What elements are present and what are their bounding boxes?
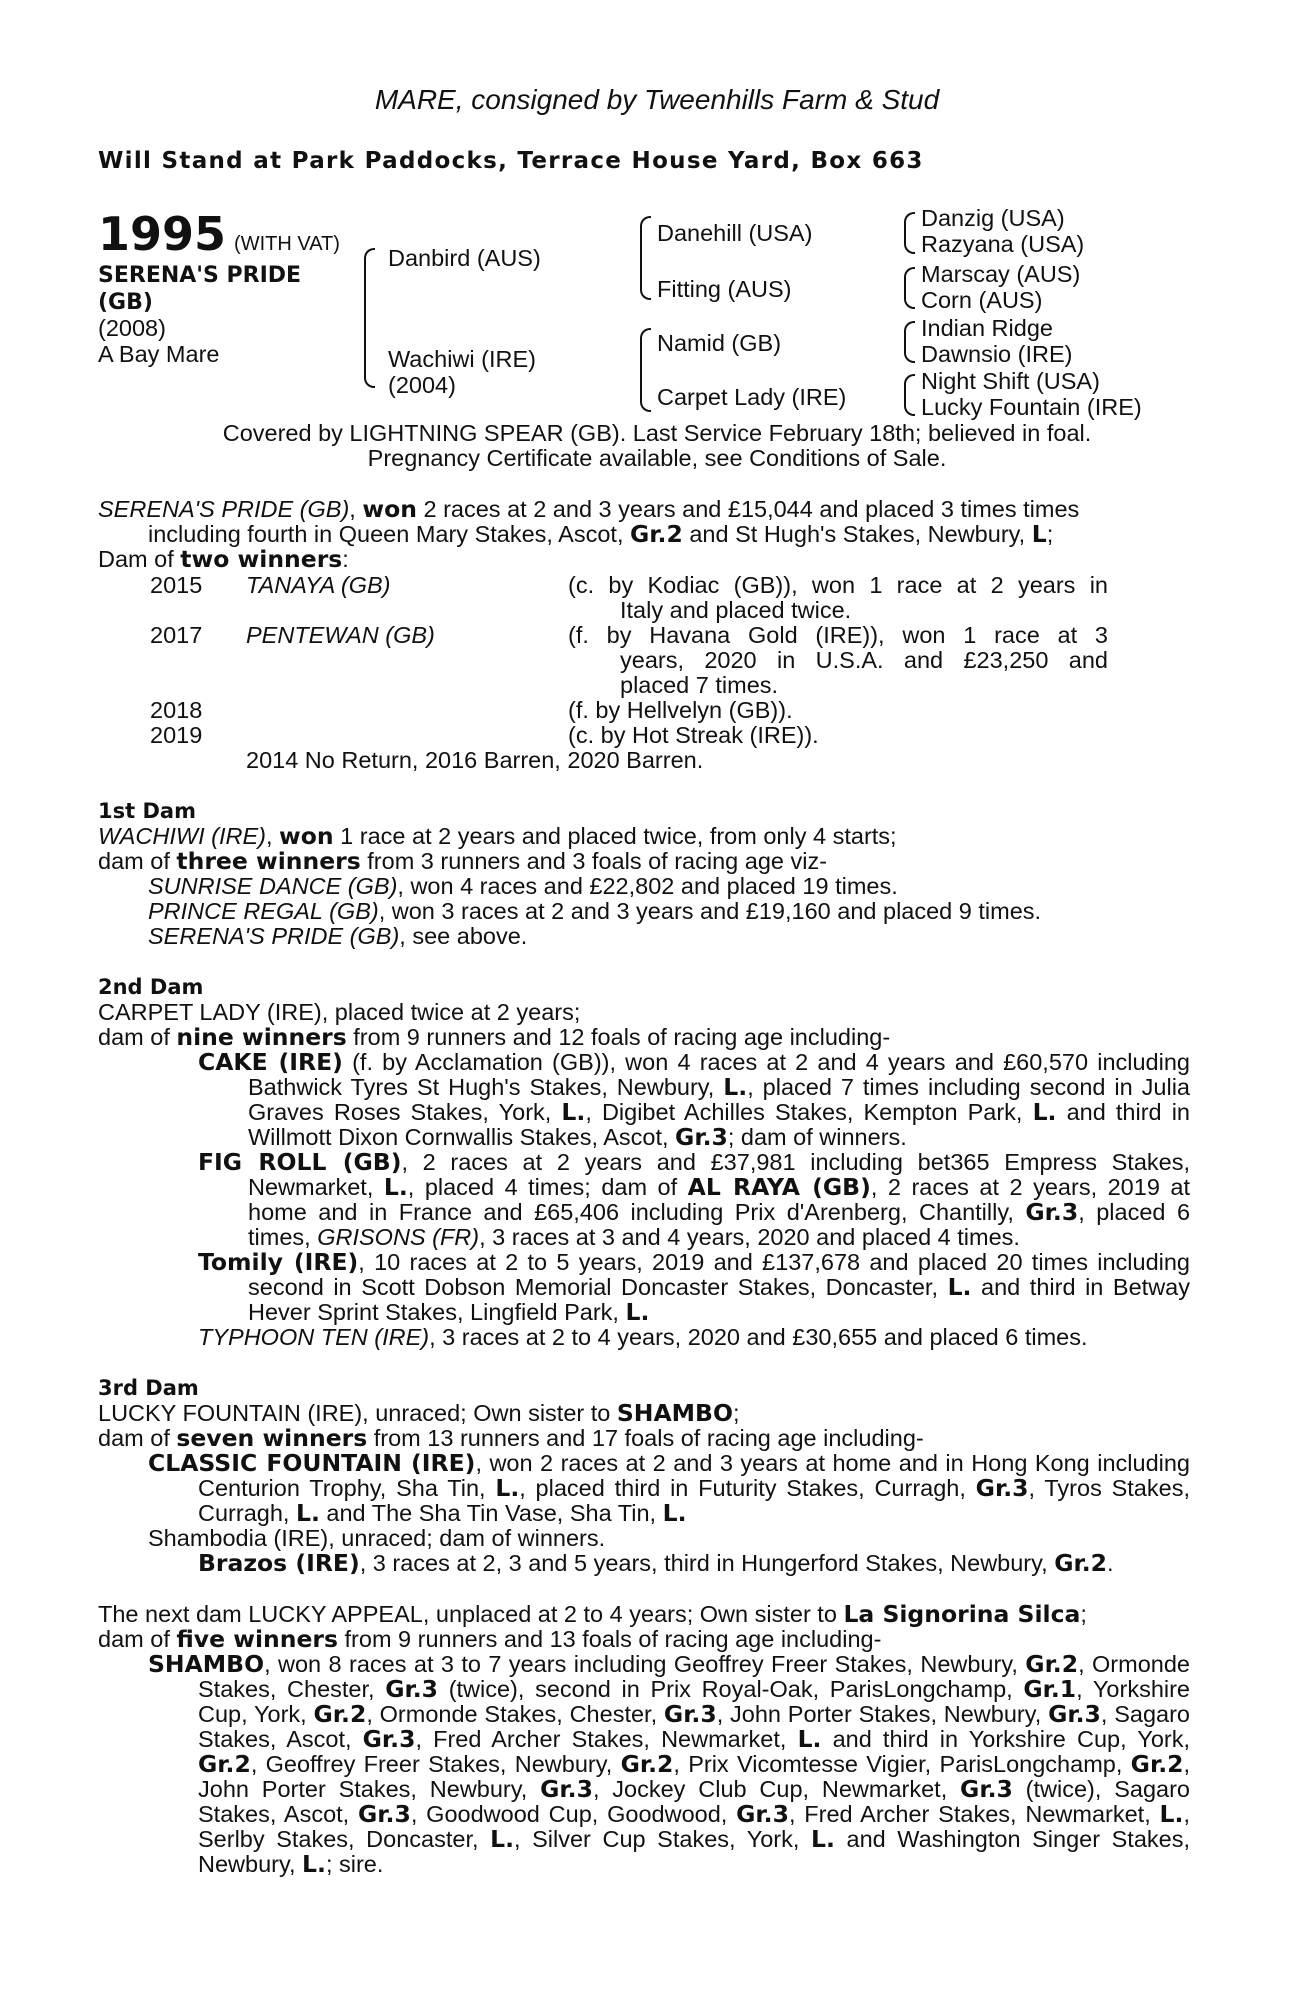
pedigree-dss: Indian Ridge xyxy=(921,315,1053,341)
winners-count: five winners xyxy=(176,1625,338,1653)
text: , Digibet Achilles Stakes, Kempton Park, xyxy=(585,1099,1033,1125)
grade-label: Gr.3 xyxy=(975,1474,1029,1502)
pedigree-brace xyxy=(364,248,375,388)
entry-brazos xyxy=(198,1551,1114,1576)
offspring-line xyxy=(148,874,898,899)
grade-label: Gr.3 xyxy=(1025,1198,1079,1226)
dam-line xyxy=(98,1401,739,1426)
winners-count: nine winners xyxy=(176,1023,347,1051)
text: , 2 races at 2 years and £37,981 including bet365 Empress Stakes, Newmarket, xyxy=(248,1149,1190,1200)
listed-label: L. xyxy=(495,1474,520,1502)
text: The next dam LUCKY APPEAL, unplaced at 2 to 4 years; Own sister to xyxy=(98,1601,844,1627)
grade-label: Gr.1 xyxy=(1023,1675,1077,1703)
text: ; xyxy=(732,1400,740,1426)
horse-name: SERENA'S PRIDE xyxy=(98,263,302,288)
text: , Silver Cup Stakes, York, xyxy=(514,1826,811,1852)
grade-label: Gr.3 xyxy=(540,1775,593,1803)
entry-tomily xyxy=(198,1248,1190,1326)
listed-label: L. xyxy=(947,1273,972,1301)
text: , 3 races at 2, 3 and 5 years, third in Hungerford Stakes, Newbury, xyxy=(359,1550,1055,1576)
dam-line: CARPET LADY (IRE), placed twice at 2 years; xyxy=(98,999,581,1025)
pedigree-brace xyxy=(904,212,915,254)
grade-label: Gr.3 xyxy=(1048,1700,1101,1728)
winners-count: two winners xyxy=(180,545,343,573)
text: , won 8 races at 3 to 7 years including Geoffrey Freer Stakes, Newbury, xyxy=(264,1651,1026,1677)
text: (twice), second in Prix Royal-Oak, ParisLongchamp, xyxy=(438,1676,1024,1702)
listed-label: L. xyxy=(295,1499,320,1527)
listed-label: L. xyxy=(561,1098,586,1126)
text: , Tyros Stakes, Curragh, xyxy=(198,1475,1190,1526)
entry-fig-roll xyxy=(198,1148,1191,1250)
foal-name: TANAYA (GB) xyxy=(246,572,391,598)
listed-label: L. xyxy=(811,1825,835,1853)
offspring-name: PRINCE REGAL (GB) xyxy=(148,898,379,924)
text: , 3 races at 2 to 4 years, 2020 and £30,655 and placed 6 times. xyxy=(429,1324,1088,1350)
listed-label: L. xyxy=(1032,1098,1057,1126)
grade-label: Gr.3 xyxy=(663,1700,717,1728)
entry-cake xyxy=(198,1048,1191,1151)
text: , 3 races at 3 and 4 years, 2020 and placed 4 times. xyxy=(479,1224,1020,1250)
horse-country: (GB) xyxy=(98,290,153,315)
text: , 2 races at 2 years, 2019 at home and in France and £65,406 including Prix d'Arenberg, Chantilly, xyxy=(248,1174,1190,1225)
grade-label: Gr.3 xyxy=(675,1123,728,1151)
text: , Prix Vicomtesse Vigier, ParisLongchamp, xyxy=(673,1751,1131,1777)
text: , Jockey Club Cup, Newmarket, xyxy=(592,1776,961,1802)
horse-description: A Bay Mare xyxy=(98,341,220,367)
pedigree-dds: Night Shift (USA) xyxy=(921,368,1100,394)
pedigree-brace xyxy=(904,267,915,309)
dam-of-line xyxy=(98,1627,881,1652)
foal-year: 2018 xyxy=(150,697,203,723)
text: , won 4 races and £22,802 and placed 19 times. xyxy=(397,873,898,899)
foal-year: 2015 xyxy=(150,572,203,598)
pedigree-dam: Wachiwi (IRE) xyxy=(388,346,536,372)
text: , Serlby Stakes, Doncaster, xyxy=(198,1801,1190,1852)
grade-label: Gr.3 xyxy=(736,1800,789,1828)
listed-label: L. xyxy=(723,1073,748,1101)
pedigree-dam-dam: Carpet Lady (IRE) xyxy=(657,384,847,410)
entry-name: AL RAYA (GB) xyxy=(687,1173,871,1201)
text: ; dam of winners. xyxy=(727,1124,907,1150)
text: , placed 4 times; dam of xyxy=(407,1174,688,1200)
text: , 10 races at 2 to 5 years, 2019 and £137,678 and placed 20 times including second in Scott Dobson Memorial Doncaster Stakes, Doncaster, xyxy=(248,1249,1190,1300)
foal-year: 2019 xyxy=(150,722,203,748)
lot-number: 1995 xyxy=(98,207,227,261)
text: from 3 runners and 3 foals of racing age viz- xyxy=(360,848,828,874)
text: : xyxy=(342,546,349,572)
text: and Washington Singer Stakes, Newbury, xyxy=(198,1826,1191,1877)
won-label: won xyxy=(279,822,334,850)
offspring-line xyxy=(148,924,527,949)
text: Dam of xyxy=(98,546,181,572)
text: , John Porter Stakes, Newbury, xyxy=(198,1751,1191,1802)
foal-detail: Italy and placed twice. xyxy=(620,597,852,623)
text: and third in Yorkshire Cup, York, xyxy=(821,1726,1190,1752)
won-label: won xyxy=(362,495,417,523)
entry-name: CAKE (IRE) xyxy=(198,1048,343,1076)
grade-label: Gr.2 xyxy=(1054,1549,1108,1577)
pedigree-sds: Marscay (AUS) xyxy=(921,261,1081,287)
text: (twice), Sagaro Stakes, Ascot, xyxy=(198,1776,1190,1827)
text: , Sagaro Stakes, Ascot, xyxy=(198,1701,1190,1752)
summary-text: 2 races at 2 and 3 years and £15,044 and placed 3 times times xyxy=(416,496,1080,522)
text: , Geoffrey Freer Stakes, Newbury, xyxy=(250,1751,621,1777)
text: , see above. xyxy=(399,923,528,949)
text: LUCKY FOUNTAIN (IRE), unraced; Own sister to xyxy=(98,1400,617,1426)
entry-classic-fountain xyxy=(148,1449,1191,1527)
produce-summary-line2 xyxy=(148,522,1053,547)
foal-detail: (c. by Hot Streak (IRE)). xyxy=(568,722,819,748)
foal-detail: (f. by Havana Gold (IRE)), won 1 race at 3 xyxy=(568,622,1108,648)
grade-label: Gr.2 xyxy=(1025,1650,1079,1678)
text: , Yorkshire Cup, York, xyxy=(198,1676,1191,1727)
text: and St Hugh's Stakes, Newbury, xyxy=(682,521,1032,547)
dam-line xyxy=(98,1602,1087,1627)
pedigree-dam-sire: Namid (GB) xyxy=(657,330,782,356)
pedigree-sdd: Corn (AUS) xyxy=(921,287,1043,313)
entry-name: La Signorina Silca xyxy=(843,1600,1081,1628)
entry-name: GRISONS (FR) xyxy=(317,1224,480,1250)
text: (f. by Acclamation (GB)), won 4 races at 2 and 4 years and £60,570 including Bathwick Tyres St Hugh's Stakes, Newbury, xyxy=(248,1049,1190,1100)
text: and third in Willmott Dixon Cornwallis Stakes, Ascot, xyxy=(248,1099,1191,1150)
pedigree-sss: Danzig (USA) xyxy=(921,205,1065,231)
text: and third in Betway Hever Sprint Stakes, Lingfield Park, xyxy=(248,1274,1190,1325)
dam-of-line xyxy=(98,849,827,874)
text: 1 race at 2 years and placed twice, from only 4 starts; xyxy=(333,823,897,849)
text: , won 2 races at 2 and 3 years at home and in Hong Kong including Centurion Trophy, Sha Tin, xyxy=(198,1450,1191,1501)
grade-label: Gr.3 xyxy=(358,1800,411,1828)
dam-of-line xyxy=(98,547,349,572)
grade-label: Gr.2 xyxy=(620,1750,674,1778)
offspring-name: SUNRISE DANCE (GB) xyxy=(148,873,398,899)
winners-count: three winners xyxy=(176,847,361,875)
vat-label: (WITH VAT) xyxy=(234,233,340,255)
pedigree-brace xyxy=(640,328,651,412)
pedigree-brace xyxy=(904,321,915,363)
grade-label: Gr.2 xyxy=(1130,1750,1184,1778)
text: , xyxy=(349,496,363,522)
pedigree-sire-dam: Fitting (AUS) xyxy=(657,276,792,302)
pedigree-ddd: Lucky Fountain (IRE) xyxy=(921,394,1142,420)
foal-detail: placed 7 times. xyxy=(620,672,779,698)
grade-label: Gr.3 xyxy=(385,1675,439,1703)
entry-shambodia: Shambodia (IRE), unraced; dam of winners. xyxy=(148,1525,606,1551)
page-title: MARE, consigned by Tweenhills Farm & Stud xyxy=(374,84,940,115)
text: , Ormonde Stakes, Chester, xyxy=(198,1651,1190,1702)
text: . xyxy=(1107,1550,1114,1576)
entry-name: Tomily (IRE) xyxy=(198,1248,359,1276)
listed-label: L. xyxy=(1159,1800,1184,1828)
foal-year: 2017 xyxy=(150,622,203,648)
returns-line: 2014 No Return, 2016 Barren, 2020 Barren. xyxy=(246,747,704,773)
pedigree-sire-sire: Danehill (USA) xyxy=(657,220,813,246)
dam-of-line xyxy=(98,1426,924,1451)
pedigree-brace xyxy=(904,374,915,416)
text: from 13 runners and 17 foals of racing age including- xyxy=(367,1425,924,1451)
text: , Fred Archer Stakes, Newmarket, xyxy=(788,1801,1160,1827)
text: dam of xyxy=(98,1626,177,1652)
dam-name: WACHIWI (IRE) xyxy=(98,823,266,849)
text: , placed 7 times including second in Julia Graves Roses Stakes, York, xyxy=(248,1074,1190,1125)
offspring-name: SERENA'S PRIDE (GB) xyxy=(148,923,400,949)
entry-name: FIG ROLL (GB) xyxy=(198,1148,402,1176)
text: ; xyxy=(1080,1601,1087,1627)
offspring-line xyxy=(148,899,1041,924)
text: ; sire. xyxy=(325,1851,384,1877)
mare-name: SERENA'S PRIDE (GB) xyxy=(98,496,350,522)
listed-label: L. xyxy=(797,1725,822,1753)
grade-label: Gr.2 xyxy=(313,1700,367,1728)
text: from 9 runners and 12 foals of racing age including- xyxy=(346,1024,891,1050)
section-heading: 1st Dam xyxy=(98,799,196,823)
foal-detail: (c. by Kodiac (GB)), won 1 race at 2 years in xyxy=(568,572,1108,598)
text: , Fred Archer Stakes, Newmarket, xyxy=(415,1726,798,1752)
foal-detail: years, 2020 in U.S.A. and £23,250 and xyxy=(620,647,1108,673)
text: dam of xyxy=(98,848,177,874)
text: , Goodwood Cup, Goodwood, xyxy=(410,1801,737,1827)
text: dam of xyxy=(98,1425,177,1451)
entry-name: CLASSIC FOUNTAIN (IRE) xyxy=(148,1449,476,1477)
entry-name: SHAMBO xyxy=(148,1650,265,1678)
dam-line xyxy=(98,824,897,849)
pedigree-ssd: Razyana (USA) xyxy=(921,231,1085,257)
grade-label: Gr.2 xyxy=(630,520,683,548)
text: , Ormonde Stakes, Chester, xyxy=(366,1701,664,1727)
text: , won 3 races at 2 and 3 years and £19,160 and placed 9 times. xyxy=(378,898,1042,924)
listed-label: L. xyxy=(625,1298,650,1326)
text: , placed third in Futurity Stakes, Curragh, xyxy=(519,1475,976,1501)
text: and The Sha Tin Vase, Sha Tin, xyxy=(319,1500,663,1526)
produce-summary xyxy=(98,497,1079,522)
grade-label: Gr.2 xyxy=(198,1750,251,1778)
text: from 9 runners and 13 foals of racing age including- xyxy=(337,1626,882,1652)
listed-label: L. xyxy=(490,1825,514,1853)
pregnancy-line: Pregnancy Certificate available, see Conditions of Sale. xyxy=(367,445,947,471)
listed-label: L. xyxy=(302,1850,326,1878)
section-heading: 3rd Dam xyxy=(98,1376,199,1400)
entry-shambo xyxy=(148,1650,1191,1878)
pedigree-dsd: Dawnsio (IRE) xyxy=(921,341,1073,367)
text: , John Porter Stakes, Newbury, xyxy=(716,1701,1049,1727)
covered-line: Covered by LIGHTNING SPEAR (GB). Last Service February 18th; believed in foal. xyxy=(222,420,1092,446)
text: ; xyxy=(1046,521,1054,547)
pedigree-sire: Danbird (AUS) xyxy=(388,245,541,271)
pedigree-brace xyxy=(640,216,651,300)
entry-name: SHAMBO xyxy=(616,1399,733,1427)
section-heading: 2nd Dam xyxy=(98,975,204,999)
stand-location: Will Stand at Park Paddocks, Terrace House Yard, Box 663 xyxy=(98,148,924,174)
listed-label: L. xyxy=(383,1173,408,1201)
text: including fourth in Queen Mary Stakes, Ascot, xyxy=(148,521,631,547)
listed-label: L. xyxy=(662,1499,687,1527)
entry-name: TYPHOON TEN (IRE) xyxy=(198,1324,430,1350)
dam-of-line xyxy=(98,1025,890,1050)
text: dam of xyxy=(98,1024,177,1050)
grade-label: Gr.3 xyxy=(362,1725,416,1753)
foal-detail: (f. by Hellvelyn (GB)). xyxy=(568,697,793,723)
horse-year: (2008) xyxy=(98,315,166,341)
listed-label: L xyxy=(1031,520,1047,548)
text: , placed 6 times, xyxy=(248,1199,1191,1250)
entry-typhoon xyxy=(198,1325,1088,1350)
pedigree-dam-year: (2004) xyxy=(388,372,456,398)
entry-name: Brazos (IRE) xyxy=(198,1549,360,1577)
foal-name: PENTEWAN (GB) xyxy=(246,622,435,648)
grade-label: Gr.3 xyxy=(960,1775,1013,1803)
text: , xyxy=(265,823,280,849)
winners-count: seven winners xyxy=(176,1424,368,1452)
